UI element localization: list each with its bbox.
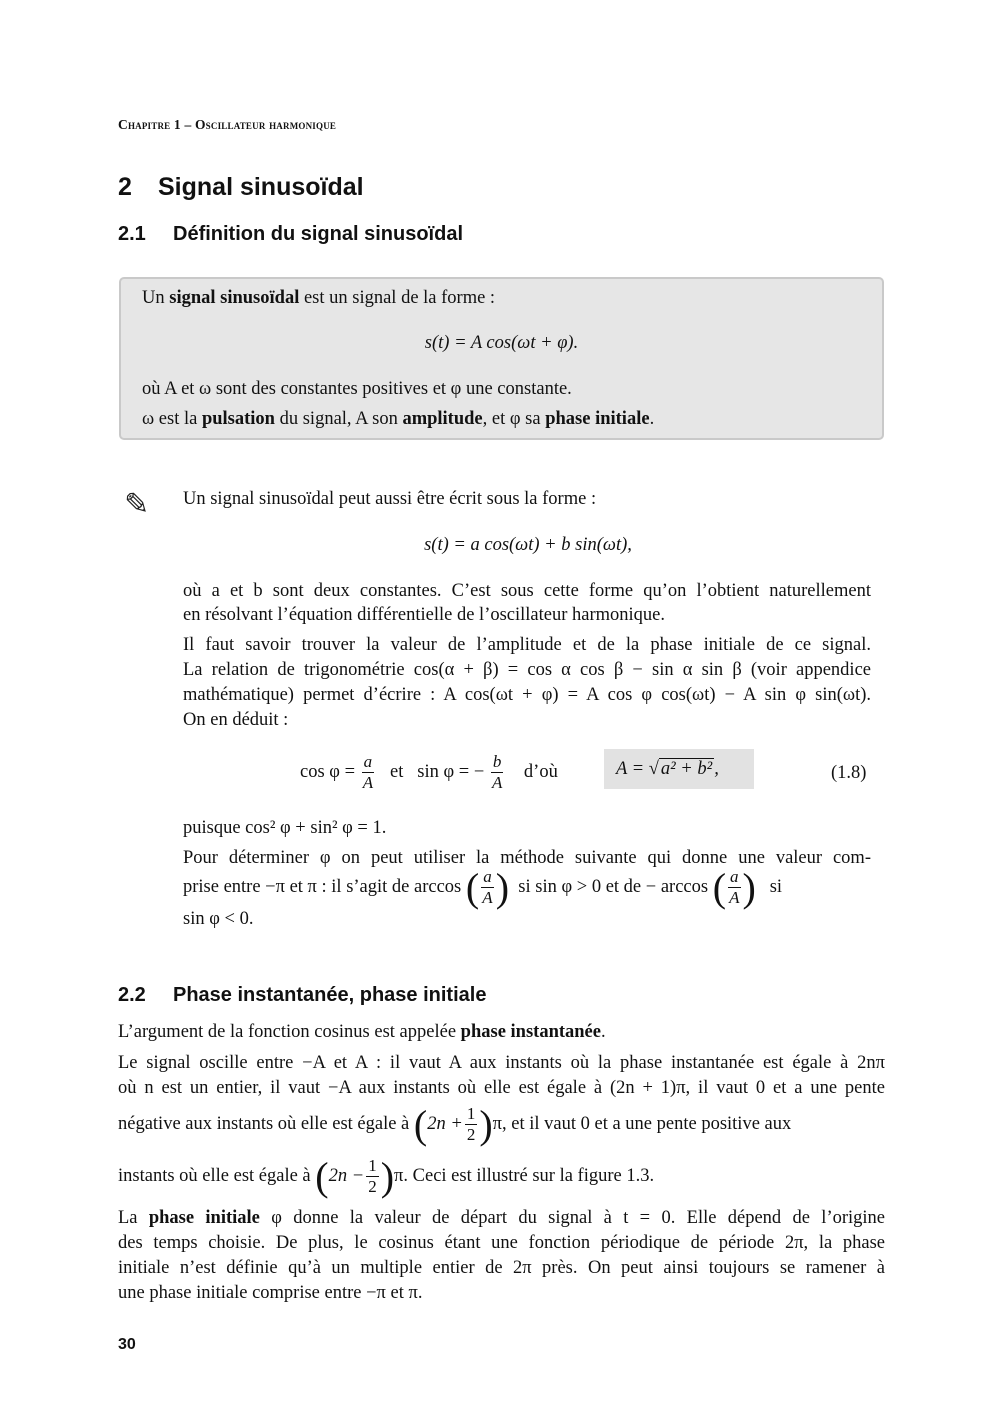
def-l3-g: . — [649, 409, 655, 429]
body-l1-term: phase instantanée — [460, 1022, 601, 1042]
paren-close-1: ) — [495, 864, 510, 910]
frac-a-den: A — [362, 773, 374, 793]
body-l1-pre: L’argument de la fonction cosinus est appelée — [118, 1022, 461, 1042]
body-line-4 — [118, 1100, 791, 1148]
body-l6-pre: La — [118, 1208, 149, 1228]
remark-line-1: Un signal sinusoïdal peut aussi être écrit sous la forme : — [183, 489, 597, 509]
body-line-9: une phase initiale comprise entre −π et π. — [118, 1283, 423, 1303]
body-l1-post: . — [601, 1022, 606, 1042]
body-l6-post: φ donne la valeur de départ du signal à t = 0. Elle dépend de l’origine — [259, 1208, 886, 1228]
definition-intro-post: est un signal de la forme : — [299, 288, 496, 308]
subsection-title-1: Définition du signal sinusoïdal — [173, 223, 464, 245]
remark-p2-l3: mathématique) permet d’écrire : A cos(ωt + φ) = A cos φ cos(ωt) − A sin φ sin(ωt). — [183, 685, 871, 705]
half-frac-1-num: 1 — [466, 1104, 476, 1124]
p4-frac-2 — [728, 868, 741, 907]
body-l5-pre: instants où elle est égale à — [118, 1166, 311, 1186]
half-frac-1 — [465, 1105, 478, 1144]
half-frac-2 — [366, 1157, 379, 1196]
frac-b-over-A — [491, 753, 504, 792]
boxed-radicand: a² + b² — [660, 759, 713, 779]
body-line-6 — [118, 1207, 885, 1229]
paren-open-4: ( — [315, 1153, 329, 1199]
def-l3-c: du signal, A son — [274, 409, 403, 429]
remark-p1-l2: en résolvant l’équation différentielle de l’oscillateur harmonique. — [183, 605, 666, 625]
eq-cos-phi: cos φ = — [300, 762, 356, 782]
p4-frac-1 — [481, 868, 494, 907]
pencil-icon: ✎ — [124, 487, 150, 522]
subsection-title-2: Phase instantanée, phase initiale — [173, 984, 487, 1006]
paren-open-1: ( — [465, 864, 480, 910]
remark-p4-l3: sin φ < 0. — [183, 909, 254, 929]
boxed-lhs: A = — [616, 759, 645, 779]
definition-equation: s(t) = A cos(ωt + φ). — [424, 333, 579, 353]
half-frac-1-den: 2 — [466, 1125, 476, 1145]
boxed-result: A = √ a² + b² , — [616, 759, 719, 779]
def-l3-amplitude: amplitude — [402, 409, 483, 429]
frac-b-den: A — [491, 773, 503, 793]
body-l4-pre: négative aux instants où elle est égale à — [118, 1114, 410, 1134]
remark-equation: s(t) = a cos(ωt) + b sin(ωt), — [424, 535, 632, 555]
equation-1-8 — [300, 746, 558, 798]
section-heading — [118, 173, 364, 202]
body-line-5 — [118, 1152, 654, 1200]
definition-line-2: où A et ω sont des constantes positives et φ une constante. — [142, 379, 572, 399]
definition-term: signal sinusoïdal — [169, 288, 300, 308]
running-head: Chapitre 1 – Oscillateur harmonique — [118, 117, 337, 132]
frac-b-num: b — [492, 752, 502, 772]
def-l3-pulsation: pulsation — [201, 409, 275, 429]
body-l4-expr: 2n + — [427, 1114, 463, 1134]
eq-et: et — [390, 762, 404, 782]
subsection-heading-1 — [118, 223, 463, 246]
def-l3-e: , et φ sa — [482, 409, 546, 429]
subsection-number-2: 2.2 — [118, 984, 146, 1006]
p4-frac-2-num: a — [730, 867, 739, 887]
p4-l2b: si sin φ > 0 et de − arccos — [518, 877, 709, 897]
paren-close-3: ) — [479, 1101, 493, 1147]
remark-p4-l1: Pour déterminer φ on peut utiliser la méthode suivante qui donne une valeur com- — [183, 848, 871, 868]
eq-sin-phi: sin φ = − — [417, 762, 485, 782]
eq-dou: d’où — [523, 762, 558, 782]
p4-l2a: prise entre −π et π : il s’agit de arccos — [183, 877, 462, 897]
body-l4-post: π, et il vaut 0 et a une pente positive aux — [492, 1114, 792, 1134]
remark-p3: puisque cos² φ + sin² φ = 1. — [183, 818, 387, 838]
paren-close-2: ) — [742, 864, 756, 910]
p4-frac-1-num: a — [483, 867, 492, 887]
body-l5-post: π. Ceci est illustré sur la figure 1.3. — [394, 1166, 655, 1186]
body-l5-expr: 2n − — [328, 1166, 365, 1186]
boxed-end: , — [714, 759, 719, 779]
remark-p1-l1: où a et b sont deux constantes. C’est sous cette forme qu’on l’obtient naturellement — [183, 581, 871, 601]
p4-l2c: si — [769, 877, 783, 897]
body-line-3: où n est un entier, il vaut −A aux instants où elle est égale à (2n + 1)π, il vaut 0 et a une pente — [118, 1078, 885, 1098]
subsection-number-1: 2.1 — [118, 223, 146, 245]
paren-close-4: ) — [380, 1153, 395, 1199]
remark-p2-l2: La relation de trigonométrie cos(α + β) = cos α cos β − sin α sin β (voir appendice — [183, 660, 871, 680]
remark-p4-l2 — [183, 866, 871, 908]
page-number: 30 — [118, 1336, 136, 1353]
subsection-heading-2 — [118, 984, 486, 1007]
remark-p2-l1: Il faut savoir trouver la valeur de l’amplitude et de la phase initiale de ce signal. — [183, 635, 871, 655]
section-title: Signal sinusoïdal — [158, 173, 364, 201]
body-l6-term: phase initiale — [148, 1208, 260, 1228]
p4-frac-1-den: A — [482, 888, 493, 908]
body-line-8: initiale n’est définie qu’à un multiple entier de 2π près. On peut ainsi toujours se ramener à — [118, 1258, 885, 1278]
def-l3-phase-initiale: phase initiale — [545, 409, 650, 429]
definition-line-3 — [142, 408, 654, 430]
half-frac-2-den: 2 — [368, 1177, 377, 1197]
p4-frac-2-den: A — [729, 888, 740, 908]
frac-a-num: a — [363, 752, 373, 772]
section-number: 2 — [118, 173, 132, 201]
equation-number: (1.8) — [831, 763, 867, 783]
def-l3-a: ω est la — [142, 409, 202, 429]
body-line-7: des temps choisie. De plus, le cosinus étant une fonction périodique de période 2π, la phase — [118, 1233, 885, 1253]
remark-p2-l4: On en déduit : — [183, 710, 289, 730]
definition-intro-pre: Un — [142, 288, 170, 308]
frac-a-over-A — [362, 753, 375, 792]
body-line-2: Le signal oscille entre −A et A : il vaut A aux instants où la phase instantanée est égale à 2nπ — [118, 1053, 885, 1073]
definition-intro — [142, 287, 495, 309]
body-line-1 — [118, 1021, 606, 1043]
half-frac-2-num: 1 — [368, 1156, 377, 1176]
paren-open-3: ( — [413, 1101, 428, 1147]
paren-open-2: ( — [712, 864, 727, 910]
